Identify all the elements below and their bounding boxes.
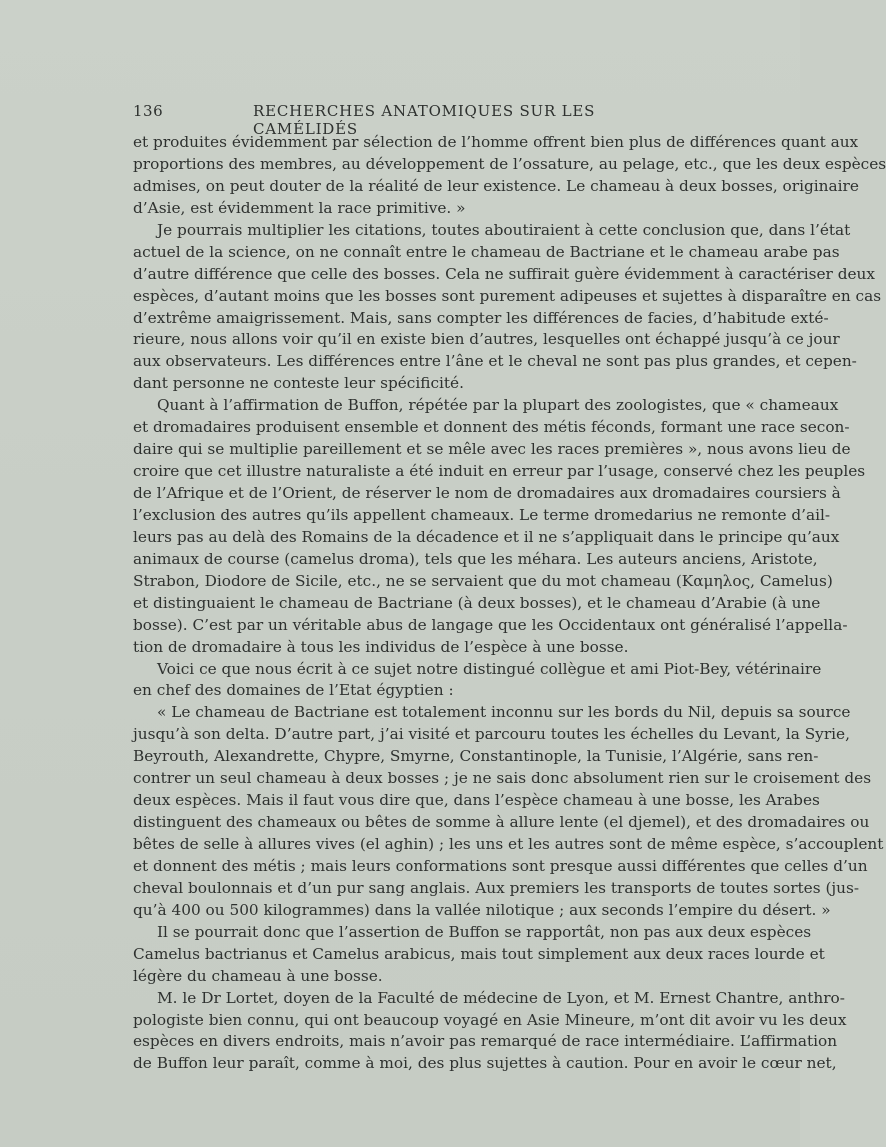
text-line: croire que cet illustre naturaliste a été induit en erreur par l’usage, conservé chez les peuples xyxy=(133,462,866,481)
text-line: qu’à 400 ou 500 kilogrammes) dans la vallée nilotique ; aux seconds l’empire du désert. » xyxy=(133,900,831,919)
text-line: jusqu’à son delta. D’autre part, j’ai visité et parcouru toutes les échelles du Levant, la Syrie, xyxy=(133,725,850,744)
text-line: Quant à l’affirmation de Buffon, répétée par la plupart des zoologistes, que « chameaux xyxy=(157,396,839,415)
body-text xyxy=(133,132,886,1075)
text-line: M. le Dr Lortet, doyen de la Faculté de médecine de Lyon, et M. Ernest Chantre, anthro- xyxy=(157,988,845,1007)
running-title: RECHERCHES ANATOMIQUES SUR LES CAMÉLIDÉS xyxy=(253,102,596,138)
text-line: d’extrême amaigrissement. Mais, sans compter les différences de facies, d’habitude exté- xyxy=(133,308,829,327)
text-line: daire qui se multiplie pareillement et se mêle avec les races premières », nous avons lieu de xyxy=(133,440,851,459)
text-line: espèces, d’autant moins que les bosses sont purement adipeuses et sujettes à disparaître en cas xyxy=(133,286,882,305)
text-line: contrer un seul chameau à deux bosses ; je ne sais donc absolument rien sur le croisement des xyxy=(133,769,872,788)
text-line: et dromadaires produisent ensemble et donnent des métis féconds, formant une race secon- xyxy=(133,418,850,437)
text-line: espèces en divers endroits, mais n’avoir pas remarqué de race intermédiaire. L’affirmation xyxy=(133,1032,838,1051)
text-line: bosse). C’est par un véritable abus de langage que les Occidentaux ont généralisé l’appella- xyxy=(133,615,848,634)
page-number: 136 xyxy=(133,102,164,120)
text-line: Voici ce que nous écrit à ce sujet notre distingué collègue et ami Piot-Bey, vétérinaire xyxy=(157,659,822,678)
text-line: l’exclusion des autres qu’ils appellent chameaux. Le terme dromedarius ne remonte d’ail- xyxy=(133,505,831,524)
text-line: légère du chameau à une bosse. xyxy=(133,966,383,985)
text-line: et produites évidemment par sélection de l’homme offrent bien plus de différences quant aux xyxy=(133,133,859,151)
text-line: deux espèces. Mais il faut vous dire que, dans l’espèce chameau à une bosse, les Arabes xyxy=(133,791,820,810)
text-line: rieure, nous allons voir qu’il en existe bien d’autres, lesquelles ont échappé jusqu’à ce jour xyxy=(133,330,840,349)
text-line: Beyrouth, Alexandrette, Chypre, Smyrne, Constantinople, la Tunisie, l’Algérie, sans ren- xyxy=(133,747,819,766)
text-line: leurs pas au delà des Romains de la décadence et il ne s’appliquait dans le principe qu’aux xyxy=(133,527,840,546)
text-line: pologiste bien connu, qui ont beaucoup voyagé en Asie Mineure, m’ont dit avoir vu les deux xyxy=(133,1010,847,1029)
text-line: d’autre différence que celle des bosses. Cela ne suffirait guère évidemment à caractériser deux xyxy=(133,264,876,283)
text-line: distinguent des chameaux ou bêtes de somme à allure lente (el djemel), et des dromadaires ou xyxy=(133,813,870,832)
text-line: aux observateurs. Les différences entre l’âne et le cheval ne sont pas plus grandes, et cepen- xyxy=(133,352,857,371)
text-line: Il se pourrait donc que l’assertion de Buffon se rapportât, non pas aux deux espèces xyxy=(157,922,812,941)
text-line: et donnent des métis ; mais leurs conformations sont presque aussi différentes que celles d’un xyxy=(133,856,868,875)
text-line: et distinguaient le chameau de Bactriane (à deux bosses), et le chameau d’Arabie (à une xyxy=(133,593,821,612)
text-line: de l’Afrique et de l’Orient, de réserver le nom de dromadaires aux dromadaires coursiers à xyxy=(133,484,841,502)
text-line: Je pourrais multiplier les citations, toutes aboutiraient à cette conclusion que, dans l’état xyxy=(157,220,851,239)
page-header xyxy=(133,102,673,138)
text-line: bêtes de selle à allures vives (el aghin) ; les uns et les autres sont de même espèce, s’accouplent xyxy=(133,835,884,853)
text-line: d’Asie, est évidemment la race primitive. » xyxy=(133,198,466,217)
text-line: actuel de la science, on ne connaît entre le chameau de Bactriane et le chameau arabe pas xyxy=(133,242,840,261)
text-line: de Buffon leur paraît, comme à moi, des plus sujettes à caution. Pour en avoir le cœur net, xyxy=(133,1054,837,1073)
text-line: cheval boulonnais et d’un pur sang anglais. Aux premiers les transports de toutes sortes (jus- xyxy=(133,878,860,897)
text-line: proportions des membres, au développement de l’ossature, au pelage, etc., que les deux espèces xyxy=(133,154,886,173)
text-line: animaux de course (camelus droma), tels que les méhara. Les auteurs anciens, Aristote, xyxy=(133,549,818,568)
text-line: « Le chameau de Bactriane est totalement inconnu sur les bords du Nil, depuis sa source xyxy=(157,703,851,722)
text-line: admises, on peut douter de la réalité de leur existence. Le chameau à deux bosses, originaire xyxy=(133,176,859,195)
text-line: en chef des domaines de l’Etat égyptien : xyxy=(133,681,454,700)
text-line: tion de dromadaire à tous les individus de l’espèce à une bosse. xyxy=(133,637,629,656)
text-line: dant personne ne conteste leur spécificité. xyxy=(133,374,464,393)
text-line: Camelus bactrianus et Camelus arabicus, mais tout simplement aux deux races lourde et xyxy=(133,944,825,963)
text-line: Strabon, Diodore de Sicile, etc., ne se servaient que du mot chameau (Καμηλος, Camelus) xyxy=(133,571,833,590)
